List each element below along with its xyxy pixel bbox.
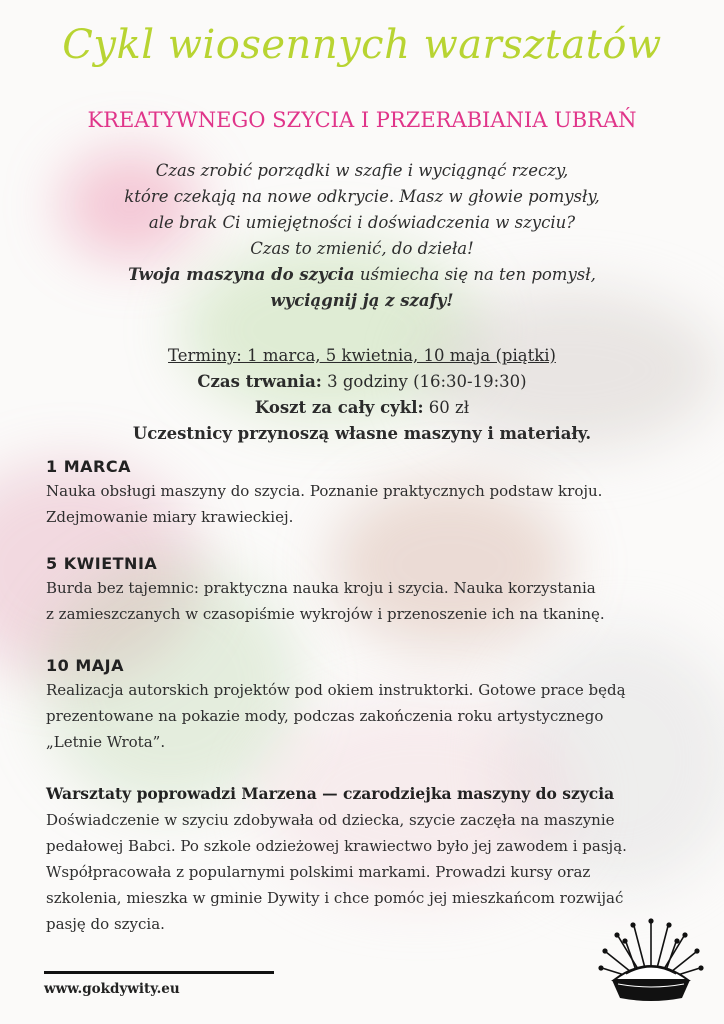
session-heading: 10 MAJA [46,656,124,675]
duration-value: 3 godziny (16:30-19:30) [321,372,527,391]
session-line: z zamieszczanych w czasopiśmie wykrojów i przenoszenie ich na tkaninę. [46,605,605,623]
intro-line: które czekają na nowe odkrycie. Masz w głowie pomysły, [124,187,600,206]
session-description [46,677,680,755]
script-title: Cykl wiosennych warsztatów [62,22,662,68]
cost-value: 60 zł [423,398,470,417]
session-description [46,575,680,627]
intro-line: Czas to zmienić, do dzieła! [250,239,474,258]
session-line: Zdejmowanie miary krawieckiej. [46,508,294,526]
session-heading: 1 MARCA [46,457,131,476]
bio-line: Doświadczenie w szyciu zdobywała od dziecka, szycie zaczęła na maszynie [46,811,615,829]
session-line: „Letnie Wrota”. [46,733,166,751]
session-march [46,457,680,530]
cost-line [60,395,664,421]
intro-emphasis: Twoja maszyna do szycia [128,265,355,284]
session-line: Realizacja autorskich projektów pod okiem instruktorki. Gotowe prace będą [46,681,626,699]
intro-line: ale brak Ci umiejętności i doświadczenia w szyciu? [148,213,576,232]
session-heading: 5 KWIETNIA [46,554,158,573]
bio-line: pedałowej Babci. Po szkole odzieżowej krawiectwo było jej zawodem i pasją. [46,837,627,855]
bio-line: szkolenia, mieszka w gminie Dywity i chce pomóc jej mieszkańcom rozwijać [46,889,624,907]
page-subtitle: KREATYWNEGO SZYCIA I PRZERABIANIA UBRAŃ [87,108,637,132]
bio-line: Współpracowała z popularnymi polskimi markami. Prowadzi kursy oraz [46,863,591,881]
pincushion-icon [596,912,706,1007]
footer-divider [44,971,274,974]
session-description [46,478,680,530]
intro-paragraph [60,158,664,314]
participants-line: Uczestnicy przynoszą własne maszyny i materiały. [132,424,592,443]
session-line: Nauka obsługi maszyny do szycia. Poznanie praktycznych podstaw kroju. [46,482,603,500]
session-line: prezentowane na pokazie mody, podczas zakończenia roku artystycznego [46,707,604,725]
session-line: Burda bez tajemnic: praktyczna nauka kroju i szycia. Nauka korzystania [46,579,596,597]
intro-line: Czas zrobić porządki w szafie i wyciągnąć rzeczy, [155,161,569,180]
terms-line: Terminy: 1 marca, 5 kwietnia, 10 maja (piątki) [168,346,556,365]
duration-label: Czas trwania: [197,372,322,391]
intro-text: uśmiecha się na ten pomysł, [354,265,596,284]
intro-call-to-action: wyciągnij ją z szafy! [270,291,454,310]
session-may [46,656,680,755]
instructor-bio [46,781,680,937]
duration-line [60,369,664,395]
bio-heading: Warsztaty poprowadzi Marzena — czarodziejka maszyny do szycia [46,784,615,803]
bio-line: pasję do szycia. [46,915,165,933]
website-link[interactable]: www.gokdywity.eu [44,981,180,997]
intro-line [60,262,664,288]
event-info [60,343,664,447]
cost-label: Koszt za cały cykl: [254,398,424,417]
session-april [46,554,680,627]
bio-text [46,807,680,937]
